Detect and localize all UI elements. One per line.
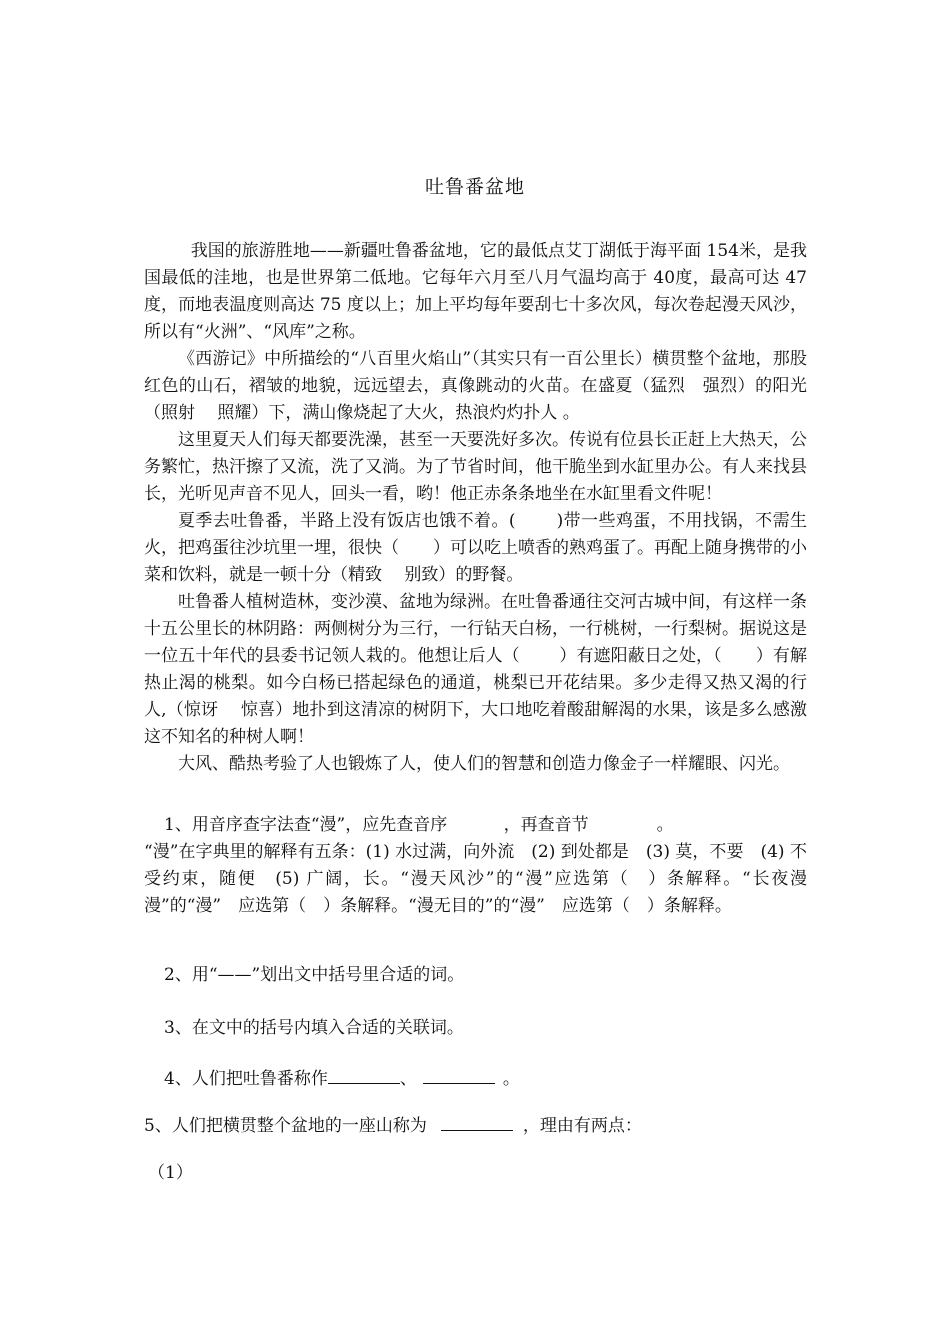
answer-blank[interactable] bbox=[423, 1065, 495, 1084]
question-4 bbox=[164, 1065, 520, 1093]
question-5 bbox=[144, 1112, 642, 1140]
answer-blank[interactable] bbox=[441, 1112, 513, 1131]
question-1 bbox=[144, 812, 807, 920]
question-5-item-1: （1） bbox=[148, 1163, 193, 1183]
question-5-suffix: ，理由有两点： bbox=[522, 1116, 642, 1136]
paragraph: 吐鲁番人植树造林，变沙漠、盆地为绿洲。在吐鲁番通往交河古城中间，有这样一条十五公里长的林阴路：两侧树分为三行，一行钻天白杨，一行桃树，一行梨树。据说这是一位五十年代的县委书记领人栽的。他想让后人（ ）有遮阳蔽日之处，（ ）有解热止渴的桃梨。如今白杨已搭起绿色的通道，桃梨已开花结果。多少走得又热又渴的行人,（惊讶 惊喜）地扑到这清凉的树阴下，大口地吃着酸甜解渴的水果，该是多么感激这不知名的种树人啊！ bbox=[144, 592, 807, 747]
document-title: 吐鲁番盆地 bbox=[424, 176, 525, 198]
question-1-body: “漫”在字典里的解释有五条：(1) 水过满，向外流 (2) 到处都是 (3) 莫，不要 (4) 不受约束，随便 (5) 广阔，长。“漫天风沙”的“漫”应选第（ ）条解释。“长夜漫漫”的“漫” 应选第（ ）条解释。“漫无目的”的“漫” 应选第（ ）条解释。 bbox=[144, 842, 807, 916]
paragraph: 这里夏天人们每天都要洗澡，甚至一天要洗好多次。传说有位县长正赶上大热天，公务繁忙，热汗擦了又流，洗了又淌。为了节省时间，他干脆坐到水缸里办公。有人来找县长，光听见声音不见人，回头一看，哟！他正赤条条地坐在水缸里看文件呢！ bbox=[144, 430, 807, 504]
answer-blank[interactable] bbox=[328, 1065, 400, 1084]
question-3: 3、在文中的括号内填入合适的关联词。 bbox=[164, 1018, 464, 1038]
question-2: 2、用“——”划出文中括号里合适的词。 bbox=[164, 965, 465, 985]
paragraph: 我国的旅游胜地——新疆吐鲁番盆地，它的最低点艾丁湖低于海平面 154米，是我国最低的洼地，也是世界第二低地。它每年六月至八月气温均高于 40度，最高可达 47 度，而地表温度则高达 75 度以上；加上平均每年要刮七十多次风，每次卷起漫天风沙，所以有“火洲”、“风库”之称。 bbox=[144, 241, 807, 342]
paragraph: 夏季去吐鲁番，半路上没有饭店也饿不着。( )带一些鸡蛋，不用找锅，不需生火，把鸡蛋往沙坑里一埋，很快（ ）可以吃上喷香的熟鸡蛋了。再配上随身携带的小菜和饮料，就是一顿十分（精致 别致）的野餐。 bbox=[144, 511, 807, 585]
paragraph: 《西游记》中所描绘的“八百里火焰山”（其实只有一百公里长）横贯整个盆地，那股红色的山石，褶皱的地貌，远远望去，真像跳动的火苗。在盛夏（猛烈 强烈）的阳光（照射 照耀）下，满山像烧起了大火，热浪灼灼扑人 。 bbox=[144, 349, 807, 423]
question-1-stem: 1、用音序查字法查“漫”，应先查音序 ，再查音节 。 bbox=[164, 815, 674, 835]
separator: 、 bbox=[399, 1069, 417, 1089]
paragraph: 大风、酷热考验了人也锻炼了人，使人们的智慧和创造力像金子一样耀眼、闪光。 bbox=[178, 754, 790, 774]
article-body bbox=[144, 238, 807, 778]
question-4-text: 4、人们把吐鲁番称作 bbox=[164, 1069, 328, 1089]
question-4-end: 。 bbox=[502, 1069, 520, 1089]
question-5-text: 5、人们把横贯整个盆地的一座山称为 bbox=[144, 1116, 427, 1136]
